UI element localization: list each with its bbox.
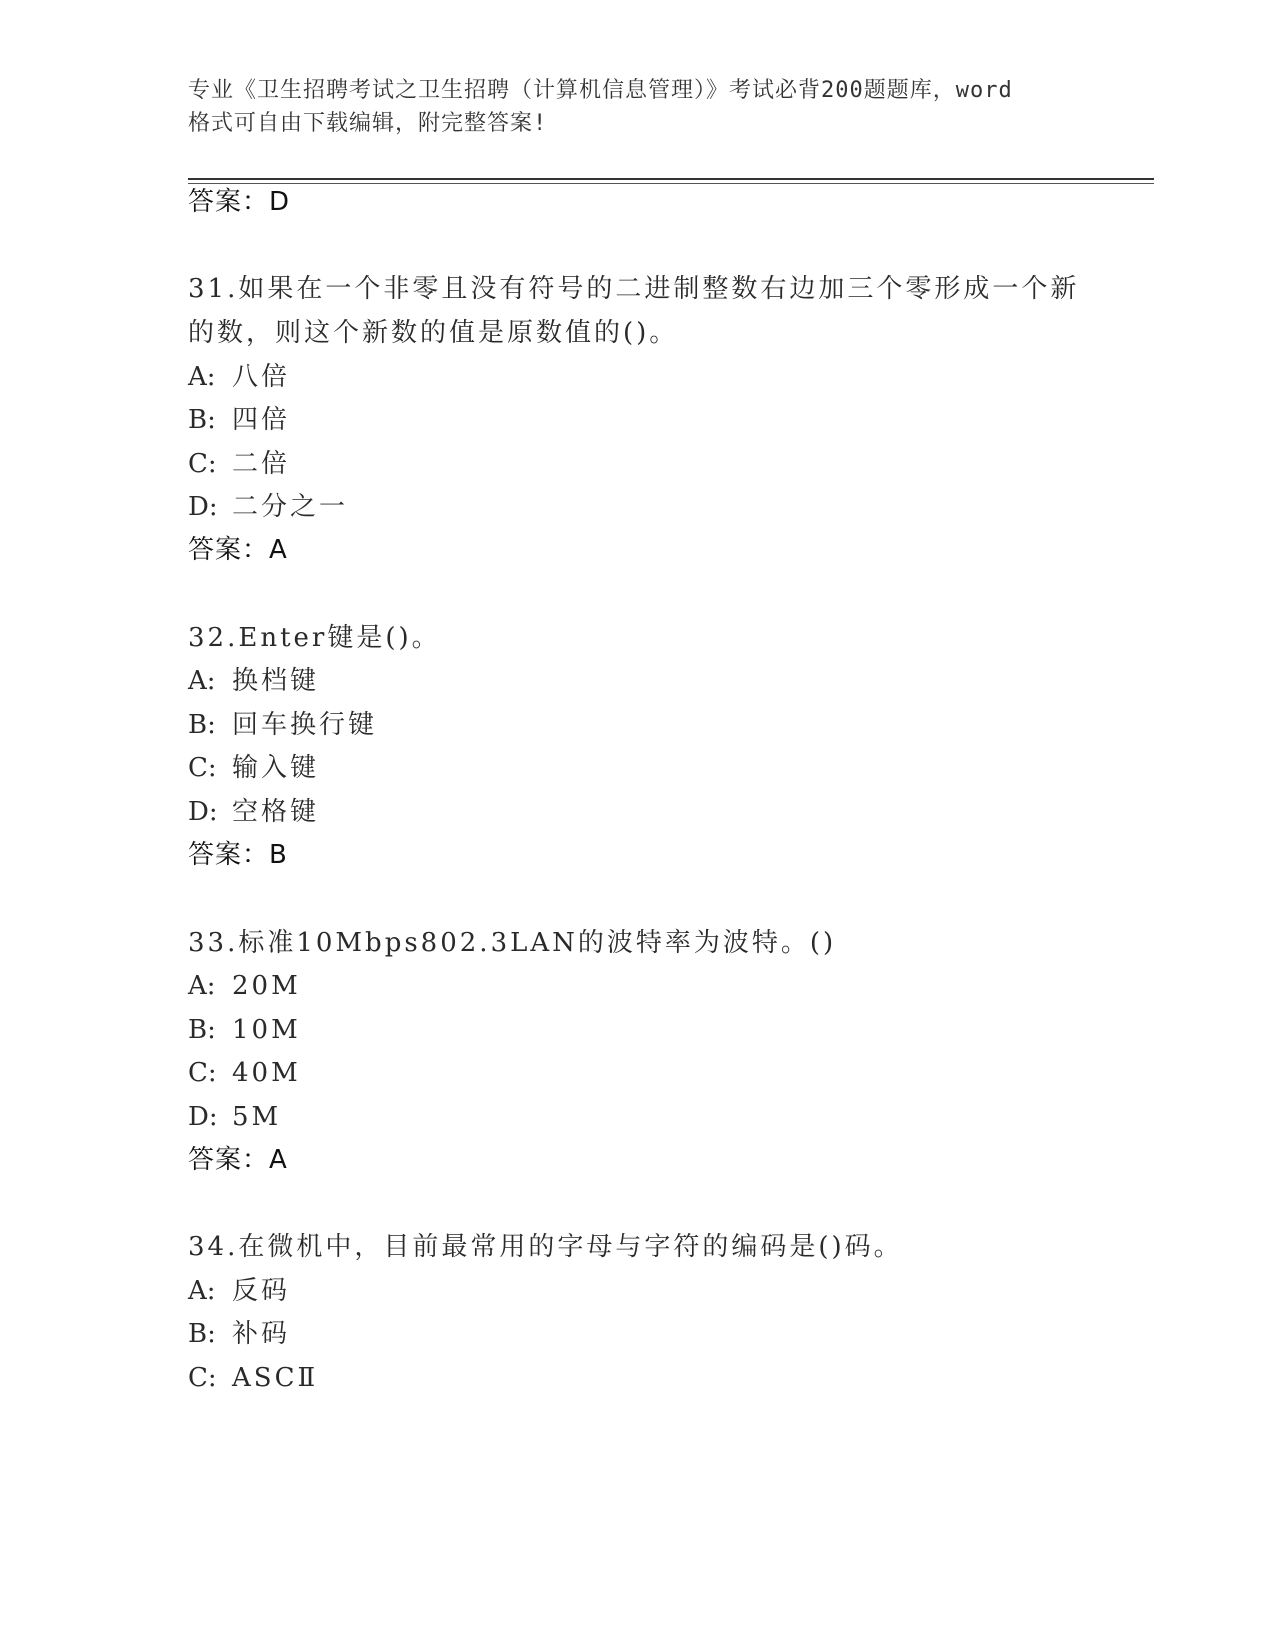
option-text: 二分之一 <box>232 492 349 522</box>
option-text: 四倍 <box>232 405 291 435</box>
option-letter: B: <box>188 405 216 435</box>
q33-option-c <box>188 1056 301 1090</box>
option-letter: C: <box>188 1363 217 1393</box>
option-text: 40M <box>232 1058 301 1088</box>
q34-option-a <box>188 1274 290 1308</box>
option-letter: B: <box>188 710 216 740</box>
q33-answer: 答案：A <box>188 1145 288 1175</box>
option-letter: C: <box>188 1058 217 1088</box>
header-line-2: 格式可自由下载编辑，附完整答案! <box>188 111 548 136</box>
q31-stem-line-1: 31.如果在一个非零且没有符号的二进制整数右边加三个零形成一个新 <box>188 274 1080 304</box>
option-letter: A: <box>188 362 216 392</box>
option-text: 输入键 <box>232 753 320 783</box>
q31-stem-line-2: 的数，则这个新数的值是原数值的()。 <box>188 318 679 348</box>
option-text: 八倍 <box>232 362 291 392</box>
q31-option-b <box>188 403 290 437</box>
header-divider-thick <box>188 178 1154 180</box>
q31-option-d <box>188 490 348 524</box>
option-letter: C: <box>188 753 217 783</box>
q33-option-a <box>188 969 301 1003</box>
q32-option-c <box>188 751 319 785</box>
option-text: ASCⅡ <box>232 1363 319 1393</box>
option-letter: A: <box>188 1276 216 1306</box>
q33-stem: 33.标准10Mbps802.3LAN的波特率为波特。() <box>188 928 837 958</box>
option-text: 空格键 <box>232 797 320 827</box>
option-letter: D: <box>188 492 218 522</box>
q31-option-c <box>188 447 290 481</box>
option-text: 5M <box>232 1102 282 1132</box>
q32-option-d <box>188 795 319 829</box>
q33-option-d <box>188 1100 281 1134</box>
q32-option-a <box>188 664 319 698</box>
q32-stem: 32.Enter键是()。 <box>188 623 441 653</box>
option-letter: D: <box>188 1102 218 1132</box>
option-text: 10M <box>232 1015 301 1045</box>
q34-stem: 34.在微机中，目前最常用的字母与字符的编码是()码。 <box>188 1232 903 1262</box>
q32-answer: 答案：B <box>188 840 288 870</box>
option-letter: B: <box>188 1319 216 1349</box>
option-letter: A: <box>188 666 216 696</box>
q32-option-b <box>188 708 377 742</box>
document-header <box>188 74 1088 140</box>
header-line-1: 专业《卫生招聘考试之卫生招聘（计算机信息管理）》考试必背200题题库，word <box>188 78 1013 103</box>
prev-answer: 答案：D <box>188 187 291 217</box>
q31-answer: 答案：A <box>188 535 288 565</box>
option-text: 换档键 <box>232 666 320 696</box>
q33-option-b <box>188 1013 301 1047</box>
header-divider-thin <box>188 183 1154 184</box>
option-text: 补码 <box>232 1319 291 1349</box>
option-letter: C: <box>188 449 217 479</box>
option-text: 二倍 <box>232 449 291 479</box>
option-letter: A: <box>188 971 216 1001</box>
option-letter: B: <box>188 1015 216 1045</box>
option-text: 20M <box>232 971 301 1001</box>
option-text: 回车换行键 <box>232 710 378 740</box>
q34-option-b <box>188 1317 290 1351</box>
q34-option-c <box>188 1361 318 1395</box>
option-letter: D: <box>188 797 218 827</box>
q31-option-a <box>188 360 290 394</box>
option-text: 反码 <box>232 1276 291 1306</box>
